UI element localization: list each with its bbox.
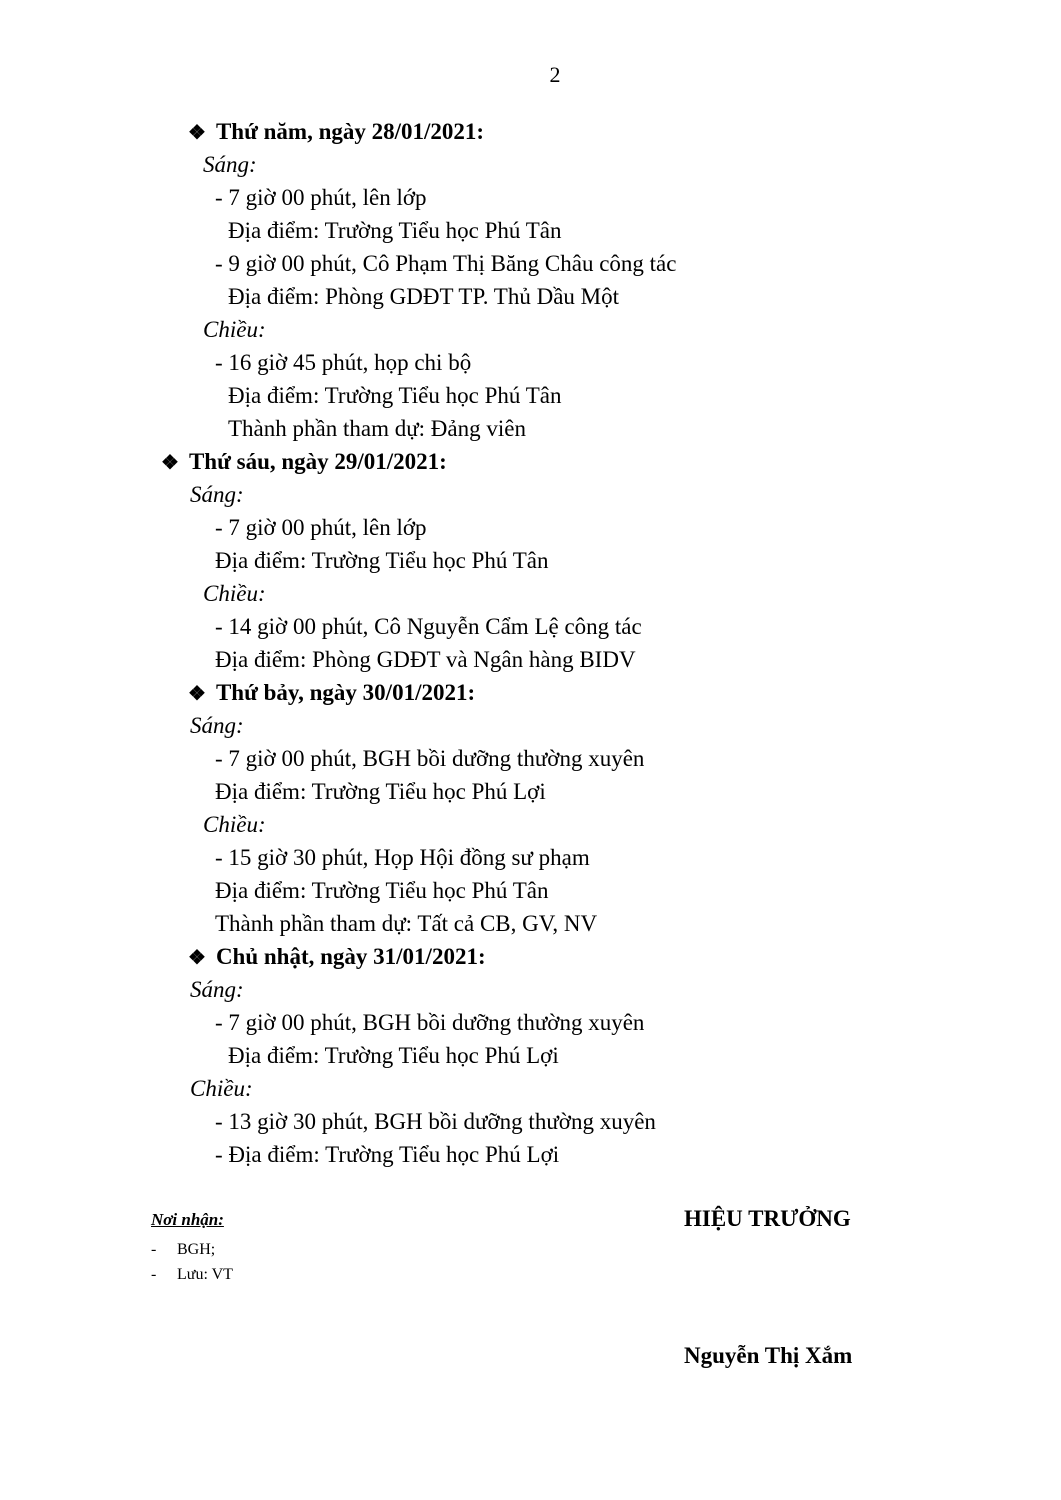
signature-name: Nguyễn Thị Xắm — [684, 1343, 853, 1368]
day-heading: ❖ Thứ sáu, ngày 29/01/2021: — [161, 448, 447, 477]
schedule-item: Thành phần tham dự: Tất cả CB, GV, NV — [215, 911, 598, 936]
day-heading: ❖ Thứ bảy, ngày 30/01/2021: — [188, 679, 475, 708]
schedule-item: - 7 giờ 00 phút, lên lớp — [215, 515, 427, 540]
recipients-title: Nơi nhận: — [151, 1210, 224, 1229]
period-label: Chiều: — [203, 317, 266, 342]
schedule-item: - 7 giờ 00 phút, BGH bồi dưỡng thường xuyên — [215, 746, 645, 771]
schedule-item: Địa điểm: Trường Tiểu học Phú Lợi — [215, 779, 546, 804]
diamond-bullet-icon: ❖ — [188, 122, 206, 144]
period-label: Sáng: — [203, 152, 257, 177]
schedule-item: - 13 giờ 30 phút, BGH bồi dưỡng thường xuyên — [215, 1109, 656, 1134]
day-heading: ❖ Chủ nhật, ngày 31/01/2021: — [188, 943, 486, 972]
schedule-item: Địa điểm: Phòng GDĐT TP. Thủ Dầu Một — [228, 284, 620, 309]
recipient-item: - BGH; — [151, 1241, 216, 1258]
period-label: Sáng: — [190, 482, 244, 507]
period-label: Sáng: — [190, 977, 244, 1002]
schedule-item: Địa điểm: Trường Tiểu học Phú Lợi — [228, 1043, 559, 1068]
schedule-item: Địa điểm: Trường Tiểu học Phú Tân — [215, 878, 549, 903]
day-heading: ❖ Thứ năm, ngày 28/01/2021: — [188, 118, 484, 147]
page-number: 2 — [549, 62, 561, 87]
schedule-item: - 15 giờ 30 phút, Họp Hội đồng sư phạm — [215, 845, 590, 870]
period-label: Chiều: — [203, 812, 266, 837]
schedule-item: - 7 giờ 00 phút, lên lớp — [215, 185, 427, 210]
schedule-item: Địa điểm: Trường Tiểu học Phú Tân — [228, 383, 562, 408]
schedule-item: - 16 giờ 45 phút, họp chi bộ — [215, 350, 472, 375]
diamond-bullet-icon: ❖ — [188, 947, 206, 969]
period-label: Chiều: — [203, 581, 266, 606]
schedule-item: - 7 giờ 00 phút, BGH bồi dưỡng thường xuyên — [215, 1010, 645, 1035]
period-label: Sáng: — [190, 713, 244, 738]
schedule-item: Thành phần tham dự: Đảng viên — [228, 416, 526, 441]
diamond-bullet-icon: ❖ — [161, 452, 179, 474]
diamond-bullet-icon: ❖ — [188, 683, 206, 705]
recipient-item: - Lưu: VT — [151, 1266, 233, 1283]
signature-title: HIỆU TRƯỞNG — [684, 1206, 851, 1231]
period-label: Chiều: — [190, 1076, 253, 1101]
schedule-item: - 9 giờ 00 phút, Cô Phạm Thị Băng Châu công tác — [215, 251, 677, 276]
schedule-item: Địa điểm: Phòng GDĐT và Ngân hàng BIDV — [215, 647, 636, 672]
schedule-item: Địa điểm: Trường Tiểu học Phú Tân — [215, 548, 549, 573]
schedule-item: Địa điểm: Trường Tiểu học Phú Tân — [228, 218, 562, 243]
schedule-item: - 14 giờ 00 phút, Cô Nguyễn Cẩm Lệ công tác — [215, 614, 642, 639]
schedule-item: - Địa điểm: Trường Tiểu học Phú Lợi — [215, 1142, 560, 1167]
